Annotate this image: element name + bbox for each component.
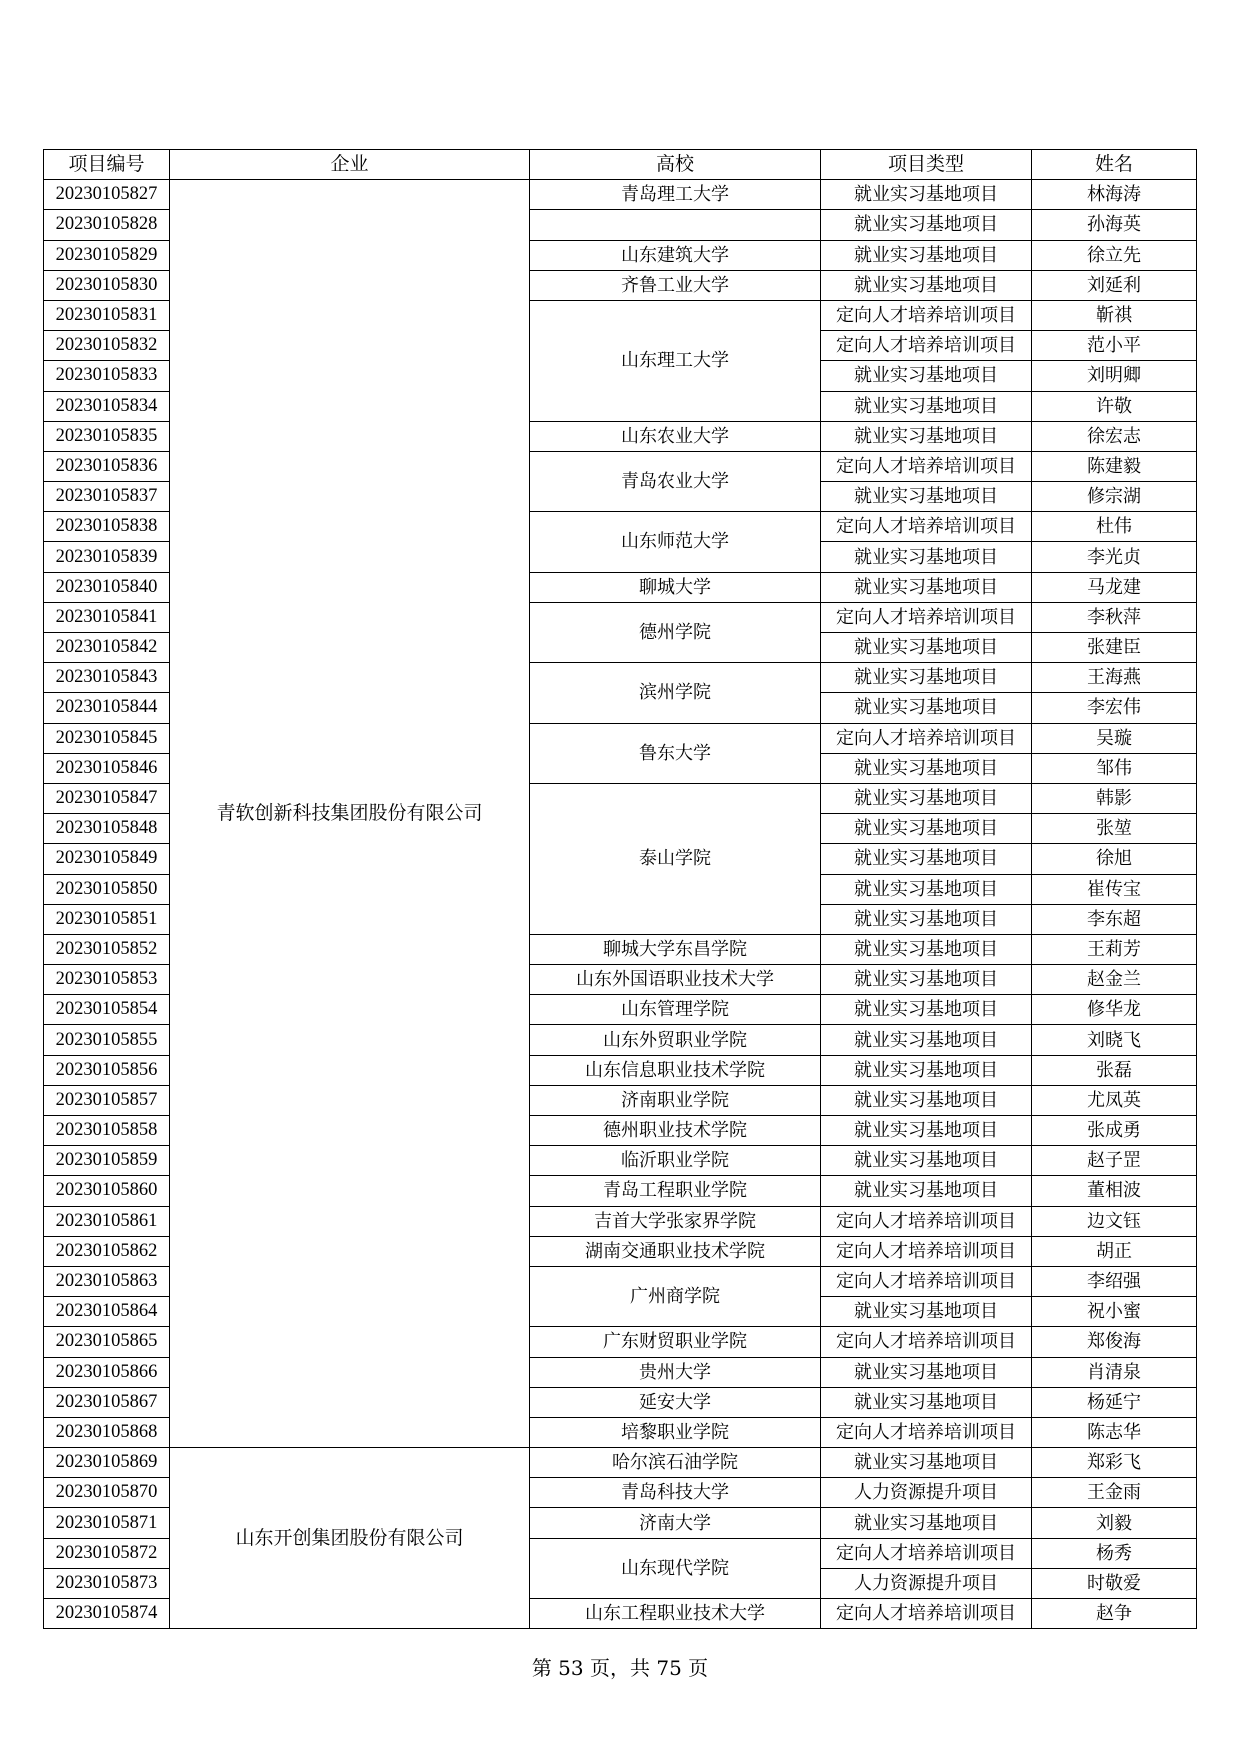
- person-name-cell: 赵金兰: [1032, 965, 1197, 995]
- school-cell: 贵州大学: [530, 1357, 821, 1387]
- project-type-cell: 就业实习基地项目: [821, 270, 1032, 300]
- school-cell: 临沂职业学院: [530, 1146, 821, 1176]
- school-cell: 山东信息职业技术学院: [530, 1055, 821, 1085]
- project-code-cell: 20230105873: [44, 1568, 170, 1598]
- person-name-cell: 杨秀: [1032, 1538, 1197, 1568]
- project-type-cell: 就业实习基地项目: [821, 180, 1032, 210]
- school-cell: 山东外国语职业技术大学: [530, 965, 821, 995]
- school-cell: 山东农业大学: [530, 421, 821, 451]
- project-code-cell: 20230105828: [44, 210, 170, 240]
- project-type-cell: 定向人才培养培训项目: [821, 1206, 1032, 1236]
- person-name-cell: 杜伟: [1032, 512, 1197, 542]
- project-type-cell: 就业实习基地项目: [821, 995, 1032, 1025]
- company-cell: 青软创新科技集团股份有限公司: [170, 180, 530, 1448]
- person-name-cell: 边文钰: [1032, 1206, 1197, 1236]
- project-code-cell: 20230105837: [44, 482, 170, 512]
- person-name-cell: 张建臣: [1032, 633, 1197, 663]
- table-row: [44, 1448, 1197, 1478]
- school-cell: 培黎职业学院: [530, 1417, 821, 1447]
- project-code-cell: 20230105855: [44, 1025, 170, 1055]
- project-type-cell: 就业实习基地项目: [821, 542, 1032, 572]
- project-code-cell: 20230105849: [44, 844, 170, 874]
- project-type-cell: 就业实习基地项目: [821, 753, 1032, 783]
- project-code-cell: 20230105864: [44, 1297, 170, 1327]
- project-code-cell: 20230105867: [44, 1387, 170, 1417]
- project-type-cell: 就业实习基地项目: [821, 844, 1032, 874]
- person-name-cell: 徐旭: [1032, 844, 1197, 874]
- person-name-cell: 徐宏志: [1032, 421, 1197, 451]
- header-code: 项目编号: [44, 150, 170, 180]
- project-code-cell: 20230105853: [44, 965, 170, 995]
- project-code-cell: 20230105831: [44, 300, 170, 330]
- company-cell: 山东开创集团股份有限公司: [170, 1448, 530, 1629]
- person-name-cell: 杨延宁: [1032, 1387, 1197, 1417]
- project-code-cell: 20230105859: [44, 1146, 170, 1176]
- project-type-cell: 定向人才培养培训项目: [821, 1236, 1032, 1266]
- project-type-cell: 就业实习基地项目: [821, 240, 1032, 270]
- project-code-cell: 20230105839: [44, 542, 170, 572]
- project-type-cell: 就业实习基地项目: [821, 1357, 1032, 1387]
- page-number: 第 53 页，共 75 页: [531, 1656, 709, 1680]
- project-code-cell: 20230105868: [44, 1417, 170, 1447]
- project-type-cell: 就业实习基地项目: [821, 1176, 1032, 1206]
- school-cell: 吉首大学张家界学院: [530, 1206, 821, 1236]
- project-code-cell: 20230105834: [44, 391, 170, 421]
- person-name-cell: 李秋萍: [1032, 602, 1197, 632]
- school-cell: 山东工程职业技术大学: [530, 1599, 821, 1629]
- project-code-cell: 20230105851: [44, 904, 170, 934]
- project-code-cell: 20230105872: [44, 1538, 170, 1568]
- person-name-cell: 董相波: [1032, 1176, 1197, 1206]
- school-cell: 泰山学院: [530, 783, 821, 934]
- person-name-cell: 刘毅: [1032, 1508, 1197, 1538]
- project-code-cell: 20230105843: [44, 663, 170, 693]
- person-name-cell: 胡正: [1032, 1236, 1197, 1266]
- project-type-cell: 定向人才培养培训项目: [821, 300, 1032, 330]
- school-cell: 青岛理工大学: [530, 180, 821, 210]
- project-type-cell: 定向人才培养培训项目: [821, 512, 1032, 542]
- school-cell: 山东现代学院: [530, 1538, 821, 1598]
- project-code-cell: 20230105829: [44, 240, 170, 270]
- project-type-cell: 就业实习基地项目: [821, 1085, 1032, 1115]
- header-type: 项目类型: [821, 150, 1032, 180]
- person-name-cell: 肖清泉: [1032, 1357, 1197, 1387]
- person-name-cell: 李绍强: [1032, 1266, 1197, 1296]
- person-name-cell: 刘延利: [1032, 270, 1197, 300]
- person-name-cell: 张成勇: [1032, 1116, 1197, 1146]
- project-code-cell: 20230105862: [44, 1236, 170, 1266]
- person-name-cell: 范小平: [1032, 331, 1197, 361]
- project-code-cell: 20230105852: [44, 934, 170, 964]
- project-type-cell: 人力资源提升项目: [821, 1568, 1032, 1598]
- project-code-cell: 20230105861: [44, 1206, 170, 1236]
- header-company: 企业: [170, 150, 530, 180]
- person-name-cell: 赵子罡: [1032, 1146, 1197, 1176]
- person-name-cell: 郑俊海: [1032, 1327, 1197, 1357]
- school-cell: 延安大学: [530, 1387, 821, 1417]
- project-code-cell: 20230105836: [44, 451, 170, 481]
- school-cell: 湖南交通职业技术学院: [530, 1236, 821, 1266]
- person-name-cell: 陈志华: [1032, 1417, 1197, 1447]
- project-code-cell: 20230105856: [44, 1055, 170, 1085]
- person-name-cell: 靳祺: [1032, 300, 1197, 330]
- project-code-cell: 20230105847: [44, 783, 170, 813]
- person-name-cell: 李宏伟: [1032, 693, 1197, 723]
- project-code-cell: 20230105833: [44, 361, 170, 391]
- project-code-cell: 20230105857: [44, 1085, 170, 1115]
- person-name-cell: 吴璇: [1032, 723, 1197, 753]
- project-type-cell: 定向人才培养培训项目: [821, 1266, 1032, 1296]
- school-cell: 德州学院: [530, 602, 821, 662]
- person-name-cell: 时敬爱: [1032, 1568, 1197, 1598]
- project-type-cell: 就业实习基地项目: [821, 1025, 1032, 1055]
- project-code-cell: 20230105830: [44, 270, 170, 300]
- school-cell: 聊城大学东昌学院: [530, 934, 821, 964]
- school-cell: 济南大学: [530, 1508, 821, 1538]
- project-table: [43, 149, 1197, 1629]
- project-code-cell: 20230105863: [44, 1266, 170, 1296]
- school-cell: 青岛科技大学: [530, 1478, 821, 1508]
- project-type-cell: 定向人才培养培训项目: [821, 1599, 1032, 1629]
- project-type-cell: 定向人才培养培训项目: [821, 1417, 1032, 1447]
- project-type-cell: 就业实习基地项目: [821, 663, 1032, 693]
- project-type-cell: 定向人才培养培训项目: [821, 723, 1032, 753]
- project-code-cell: 20230105840: [44, 572, 170, 602]
- project-type-cell: 就业实习基地项目: [821, 1508, 1032, 1538]
- project-code-cell: 20230105835: [44, 421, 170, 451]
- school-cell: 山东外贸职业学院: [530, 1025, 821, 1055]
- school-cell: 广东财贸职业学院: [530, 1327, 821, 1357]
- project-type-cell: 人力资源提升项目: [821, 1478, 1032, 1508]
- project-type-cell: 就业实习基地项目: [821, 965, 1032, 995]
- project-code-cell: 20230105844: [44, 693, 170, 723]
- data-table-container: [43, 149, 1197, 1629]
- project-code-cell: 20230105871: [44, 1508, 170, 1538]
- school-cell: 聊城大学: [530, 572, 821, 602]
- project-type-cell: 就业实习基地项目: [821, 1297, 1032, 1327]
- project-code-cell: 20230105827: [44, 180, 170, 210]
- project-code-cell: 20230105848: [44, 814, 170, 844]
- project-code-cell: 20230105838: [44, 512, 170, 542]
- project-type-cell: 就业实习基地项目: [821, 783, 1032, 813]
- project-code-cell: 20230105854: [44, 995, 170, 1025]
- person-name-cell: 孙海英: [1032, 210, 1197, 240]
- school-cell: 鲁东大学: [530, 723, 821, 783]
- project-type-cell: 就业实习基地项目: [821, 934, 1032, 964]
- school-cell: 广州商学院: [530, 1266, 821, 1326]
- school-cell: 山东师范大学: [530, 512, 821, 572]
- project-code-cell: 20230105865: [44, 1327, 170, 1357]
- school-cell: 齐鲁工业大学: [530, 270, 821, 300]
- project-type-cell: 定向人才培养培训项目: [821, 331, 1032, 361]
- header-school: 高校: [530, 150, 821, 180]
- project-type-cell: 就业实习基地项目: [821, 633, 1032, 663]
- person-name-cell: 刘明卿: [1032, 361, 1197, 391]
- project-code-cell: 20230105869: [44, 1448, 170, 1478]
- project-type-cell: 就业实习基地项目: [821, 874, 1032, 904]
- person-name-cell: 王海燕: [1032, 663, 1197, 693]
- school-cell: 滨州学院: [530, 663, 821, 723]
- table-row: [44, 180, 1197, 210]
- school-cell: 山东建筑大学: [530, 240, 821, 270]
- project-type-cell: 就业实习基地项目: [821, 814, 1032, 844]
- person-name-cell: 陈建毅: [1032, 451, 1197, 481]
- person-name-cell: 王金雨: [1032, 1478, 1197, 1508]
- school-cell: 山东理工大学: [530, 300, 821, 421]
- school-cell: 济南职业学院: [530, 1085, 821, 1115]
- project-type-cell: 就业实习基地项目: [821, 1055, 1032, 1085]
- person-name-cell: 尤凤英: [1032, 1085, 1197, 1115]
- project-type-cell: 就业实习基地项目: [821, 391, 1032, 421]
- person-name-cell: 马龙建: [1032, 572, 1197, 602]
- project-code-cell: 20230105832: [44, 331, 170, 361]
- table-body: [44, 180, 1197, 1629]
- person-name-cell: 张堃: [1032, 814, 1197, 844]
- school-cell: 哈尔滨石油学院: [530, 1448, 821, 1478]
- project-type-cell: 就业实习基地项目: [821, 693, 1032, 723]
- school-cell: 青岛农业大学: [530, 451, 821, 511]
- project-type-cell: 就业实习基地项目: [821, 1448, 1032, 1478]
- project-code-cell: 20230105874: [44, 1599, 170, 1629]
- person-name-cell: 郑彩飞: [1032, 1448, 1197, 1478]
- project-type-cell: 就业实习基地项目: [821, 572, 1032, 602]
- person-name-cell: 邹伟: [1032, 753, 1197, 783]
- person-name-cell: 李东超: [1032, 904, 1197, 934]
- project-type-cell: 定向人才培养培训项目: [821, 602, 1032, 632]
- project-type-cell: 就业实习基地项目: [821, 904, 1032, 934]
- person-name-cell: 刘晓飞: [1032, 1025, 1197, 1055]
- project-code-cell: 20230105846: [44, 753, 170, 783]
- person-name-cell: 林海涛: [1032, 180, 1197, 210]
- school-cell: 青岛工程职业学院: [530, 1176, 821, 1206]
- person-name-cell: 修华龙: [1032, 995, 1197, 1025]
- header-row: [44, 150, 1197, 180]
- project-type-cell: 就业实习基地项目: [821, 1146, 1032, 1176]
- project-code-cell: 20230105870: [44, 1478, 170, 1508]
- project-code-cell: 20230105845: [44, 723, 170, 753]
- school-cell: 山东管理学院: [530, 995, 821, 1025]
- project-code-cell: 20230105866: [44, 1357, 170, 1387]
- project-type-cell: 就业实习基地项目: [821, 1116, 1032, 1146]
- person-name-cell: 赵争: [1032, 1599, 1197, 1629]
- person-name-cell: 张磊: [1032, 1055, 1197, 1085]
- project-code-cell: 20230105860: [44, 1176, 170, 1206]
- person-name-cell: 修宗湖: [1032, 482, 1197, 512]
- project-type-cell: 定向人才培养培训项目: [821, 1538, 1032, 1568]
- project-type-cell: 定向人才培养培训项目: [821, 451, 1032, 481]
- project-code-cell: 20230105858: [44, 1116, 170, 1146]
- project-code-cell: 20230105841: [44, 602, 170, 632]
- person-name-cell: 徐立先: [1032, 240, 1197, 270]
- person-name-cell: 崔传宝: [1032, 874, 1197, 904]
- project-code-cell: 20230105842: [44, 633, 170, 663]
- person-name-cell: 许敬: [1032, 391, 1197, 421]
- person-name-cell: 韩影: [1032, 783, 1197, 813]
- project-type-cell: 就业实习基地项目: [821, 361, 1032, 391]
- project-type-cell: 定向人才培养培训项目: [821, 1327, 1032, 1357]
- person-name-cell: 祝小蜜: [1032, 1297, 1197, 1327]
- project-type-cell: 就业实习基地项目: [821, 1387, 1032, 1417]
- school-cell: 德州职业技术学院: [530, 1116, 821, 1146]
- project-code-cell: 20230105850: [44, 874, 170, 904]
- project-type-cell: 就业实习基地项目: [821, 482, 1032, 512]
- header-name: 姓名: [1032, 150, 1197, 180]
- school-cell: [530, 210, 821, 240]
- project-type-cell: 就业实习基地项目: [821, 421, 1032, 451]
- person-name-cell: 李光贞: [1032, 542, 1197, 572]
- person-name-cell: 王莉芳: [1032, 934, 1197, 964]
- project-type-cell: 就业实习基地项目: [821, 210, 1032, 240]
